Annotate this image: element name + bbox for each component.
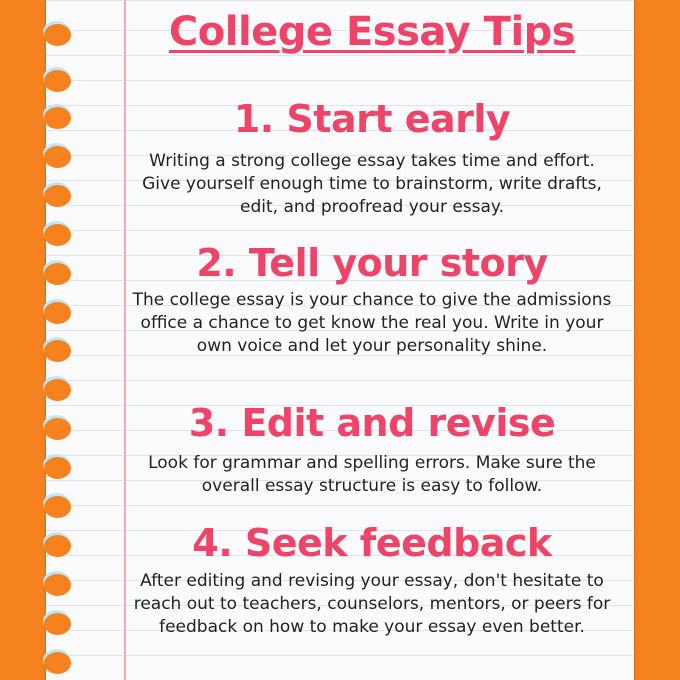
- hole-icon: [44, 613, 71, 635]
- tip-heading-4: 4. Seek feedback: [192, 521, 552, 565]
- hole-icon: [44, 379, 71, 401]
- tip-heading-3: 3. Edit and revise: [188, 401, 556, 445]
- hole-icon: [44, 70, 71, 92]
- binder-holes: [0, 0, 60, 680]
- hole-icon: [44, 574, 71, 596]
- hole-icon: [44, 496, 71, 518]
- tip-body-4: After editing and revising your essay, don't hesitate to reach out to teachers, counselors, mentors, or peers for feedback on how to make your essay even better.: [133, 571, 611, 637]
- tip-heading-1: 1. Start early: [233, 97, 511, 141]
- tip-heading-2: 2. Tell your story: [196, 241, 548, 285]
- hole-icon: [44, 107, 71, 129]
- hole-icon: [44, 535, 71, 557]
- hole-icon: [44, 418, 71, 440]
- margin-line: [124, 0, 126, 680]
- hole-icon: [44, 263, 71, 285]
- hole-icon: [44, 224, 71, 246]
- hole-icon: [44, 185, 71, 207]
- tip-body-3: Look for grammar and spelling errors. Make sure the overall essay structure is easy to follow.: [148, 453, 596, 496]
- hole-icon: [44, 457, 71, 479]
- hole-icon: [44, 24, 71, 46]
- hole-icon: [44, 146, 71, 168]
- page-title: College Essay Tips: [168, 9, 576, 55]
- tips-content: [128, 0, 616, 680]
- tip-body-1: Writing a strong college essay takes time and effort. Give yourself enough time to brainstorm, write drafts, edit, and proofread your essay.: [142, 151, 602, 217]
- hole-icon: [44, 302, 71, 324]
- hole-icon: [44, 652, 71, 674]
- tip-body-2: The college essay is your chance to give the admissions office a chance to get know the real you. Write in your own voice and let your personality shine.: [132, 290, 612, 356]
- hole-icon: [44, 340, 71, 362]
